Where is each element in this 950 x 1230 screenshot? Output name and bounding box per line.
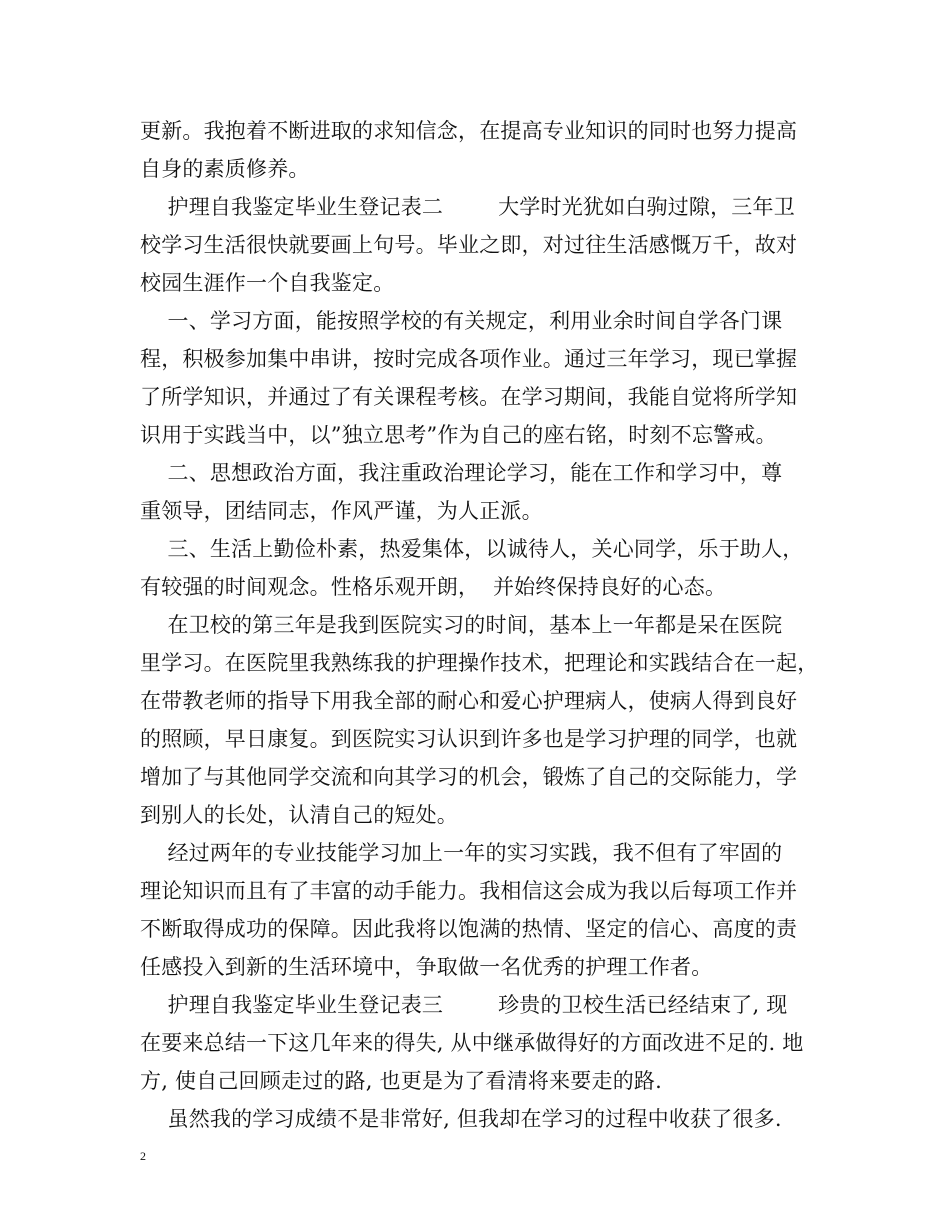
text-line: 任感投入到新的生活环境中，争取做一名优秀的护理工作者。 bbox=[140, 955, 713, 979]
text-line: 理论知识而且有了丰富的动手能力。我相信这会成为我以后每项工作并 bbox=[140, 879, 798, 903]
text-line: 护理自我鉴定毕业生登记表二 大学时光犹如白驹过隙，三年卫 bbox=[140, 195, 795, 219]
text-line: 方, 使自己回顾走过的路, 也更是为了看清将来要走的路. bbox=[140, 1069, 662, 1093]
text-line: 更新。我抱着不断进取的求知信念，在提高专业知识的同时也努力提高 bbox=[140, 119, 798, 143]
text-line: 在卫校的第三年是我到医院实习的时间，基本上一年都是呆在医院 bbox=[140, 613, 783, 637]
text-line: 在带教老师的指导下用我全部的耐心和爱心护理病人，使病人得到良好 bbox=[140, 689, 798, 713]
text-line: 在要来总结一下这几年来的得失, 从中继承做得好的方面改进不足的. 地 bbox=[140, 1031, 804, 1055]
text-line: 重领导，团结同志，作风严谨，为人正派。 bbox=[140, 499, 543, 523]
text-line: 一、学习方面，能按照学校的有关规定，利用业余时间自学各门课 bbox=[140, 309, 783, 333]
text-line: 识用于实践当中，以”独立思考”作为自己的座右铭，时刻不忘警戒。 bbox=[140, 423, 777, 447]
text-line: 里学习。在医院里我熟练我的护理操作技术，把理论和实践结合在一起， bbox=[140, 651, 819, 675]
text-line: 护理自我鉴定毕业生登记表三 珍贵的卫校生活已经结束了, 现 bbox=[140, 993, 788, 1017]
text-line: 三、生活上勤俭朴素，热爱集体，以诚待人，关心同学，乐于助人， bbox=[140, 537, 804, 561]
text-line: 不断取得成功的保障。因此我将以饱满的热情、坚定的信心、高度的责 bbox=[140, 917, 798, 941]
text-line: 的照顾，早日康复。到医院实习认识到许多也是学习护理的同学，也就 bbox=[140, 727, 798, 751]
text-line: 二、思想政治方面，我注重政治理论学习，能在工作和学习中，尊 bbox=[140, 461, 783, 485]
text-line: 了所学知识，并通过了有关课程考核。在学习期间，我能自觉将所学知 bbox=[140, 385, 798, 409]
text-line: 增加了与其他同学交流和向其学习的机会，锻炼了自己的交际能力，学 bbox=[140, 765, 798, 789]
text-line: 程，积极参加集中串讲，按时完成各项作业。通过三年学习，现已掌握 bbox=[140, 347, 798, 371]
text-line: 自身的素质修养。 bbox=[140, 157, 310, 181]
text-line: 校学习生活很快就要画上句号。毕业之即，对过往生活感慨万千，故对 bbox=[140, 233, 798, 257]
text-line: 校园生涯作一个自我鉴定。 bbox=[140, 271, 395, 295]
text-line: 到别人的长处，认清自己的短处。 bbox=[140, 803, 458, 827]
text-line: 经过两年的专业技能学习加上一年的实习实践，我不但有了牢固的 bbox=[140, 841, 783, 865]
page-number: 2 bbox=[140, 1149, 146, 1163]
text-line: 虽然我的学习成绩不是非常好, 但我却在学习的过程中收获了很多. bbox=[140, 1107, 782, 1131]
text-line: 有较强的时间观念。性格乐观开朗， 并始终保持良好的心态。 bbox=[140, 575, 727, 599]
